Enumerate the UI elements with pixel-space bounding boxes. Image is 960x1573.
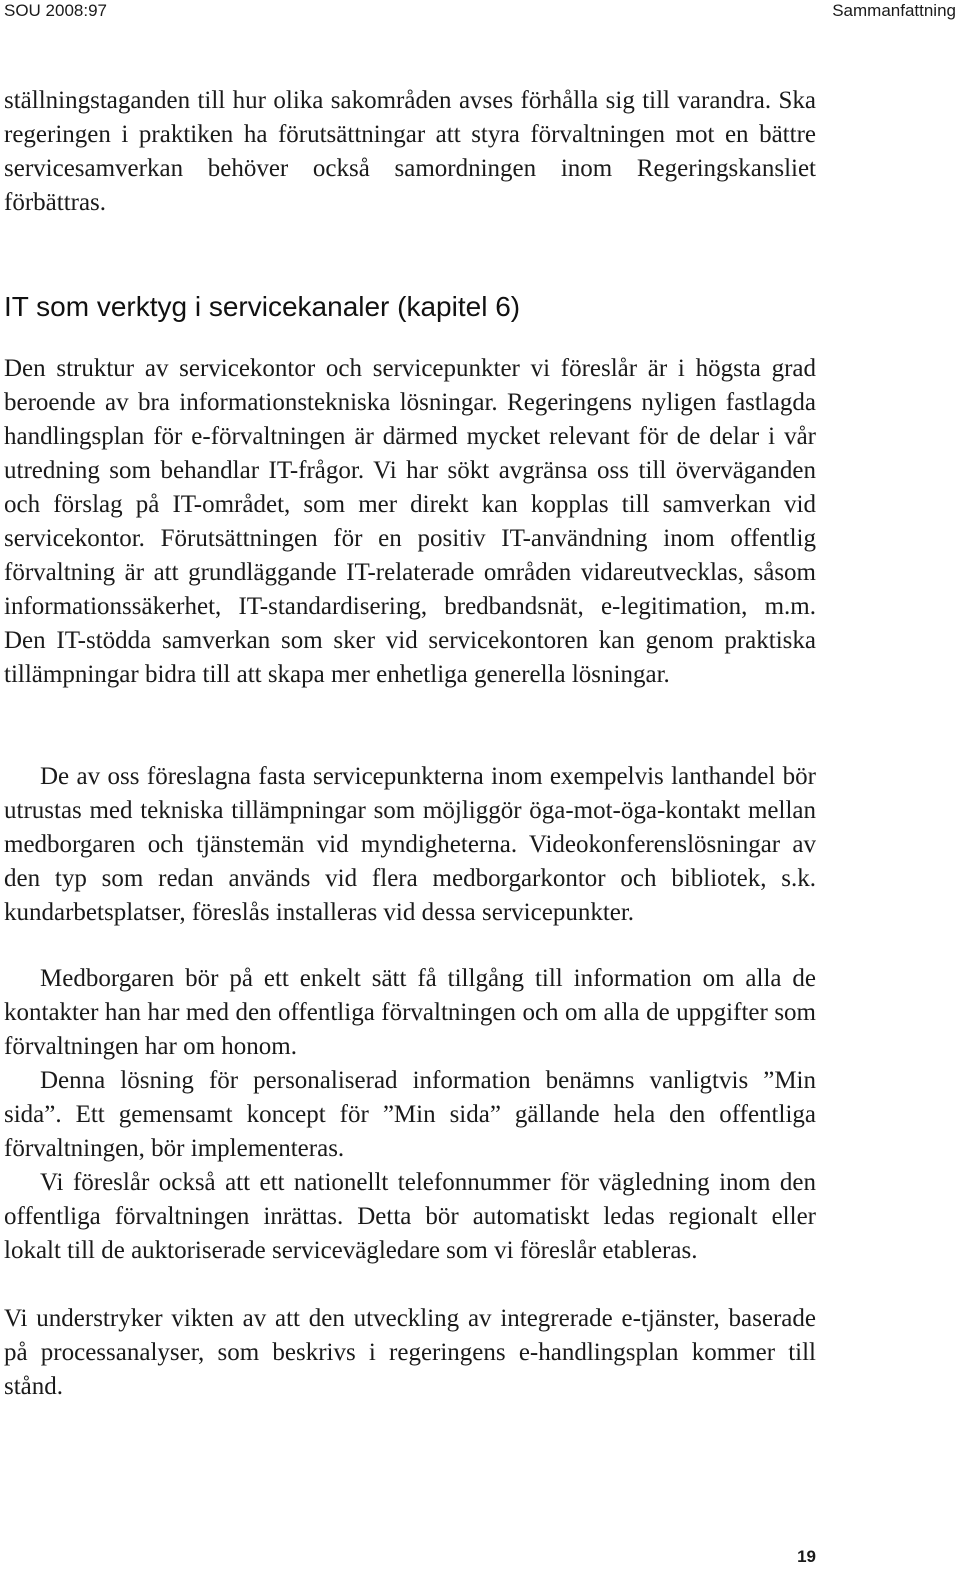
section-heading: IT som verktyg i servicekanaler (kapitel 6) — [4, 291, 521, 322]
paragraph-service-points: De av oss föreslagna fasta servicepunkterna inom exempelvis lanthandel bör utrustas med tekniska tillämpningar som möjliggör öga-mot-öga-kontakt mellan medborgaren och tjänstemän vid myndigheterna. Videokonferenslösningar av den typ som redan används vid flera medborgarkontor och bibliotek, s.k. kundarbetsplatser, föreslås installeras vid dessa servicepunkter. — [4, 763, 816, 926]
paragraph-it-structure: Den struktur av servicekontor och servicepunkter vi föreslår är i högsta grad beroende av bra informationstekniska lösningar. Regeringens nyligen fastlagda handlingsplan för e-förvaltningen är därmed mycket relevant för de delar i vår utredning som behandlar IT-frågor. Vi har sökt avgränsa oss till överväganden och förslag på IT-området, som mer direkt kan kopplas till samverkan vid servicekontor. Förutsättningen för en positiv IT-användning inom offentlig förvaltning är att grundläggande IT-relaterade områden vidareutvecklas, såsom informationssäkerhet, IT-standardisering, bredbandsnät, e-legitimation, m.m. Den IT-stödda samverkan som sker vid servicekontoren kan genom praktiska tillämpningar bidra till att skapa mer enhetliga generella lösningar. — [4, 355, 816, 688]
report-number: SOU 2008:97 — [4, 1, 108, 20]
paragraph-min-sida: Denna lösning för personaliserad information benämns vanligtvis ”Min sida”. Ett gemensamt koncept för ”Min sida” gällande hela den offentliga förvaltningen, bör implementeras. — [4, 1067, 816, 1162]
paragraph-e-services: Vi understryker vikten av att den utveckling av integrerade e-tjänster, baserade på processanalyser, som beskrivs i regeringens e-handlingsplan kommer till stånd. — [4, 1305, 816, 1400]
paragraph-phone-number: Vi föreslår också att ett nationellt telefonnummer för vägledning inom den offentliga förvaltningen inrättas. Detta bör automatiskt ledas regionalt eller lokalt till de auktoriserade servicevägledare som vi föreslår etableras. — [4, 1169, 816, 1264]
page-number: 19 — [797, 1547, 816, 1566]
running-header — [4, 0, 956, 24]
section-title: Sammanfattning — [832, 1, 956, 20]
paragraph-intro: ställningstaganden till hur olika sakområden avses förhålla sig till varandra. Ska regeringen i praktiken ha förutsättningar att styra förvaltningen mot en bättre servicesamverkan behöver också samordningen inom Regeringskansliet förbättras. — [4, 87, 816, 216]
paragraph-citizen-access: Medborgaren bör på ett enkelt sätt få tillgång till information om alla de kontakter han har med den offentliga förvaltningen och om alla de uppgifter som förvaltningen har om honom. — [4, 965, 816, 1060]
